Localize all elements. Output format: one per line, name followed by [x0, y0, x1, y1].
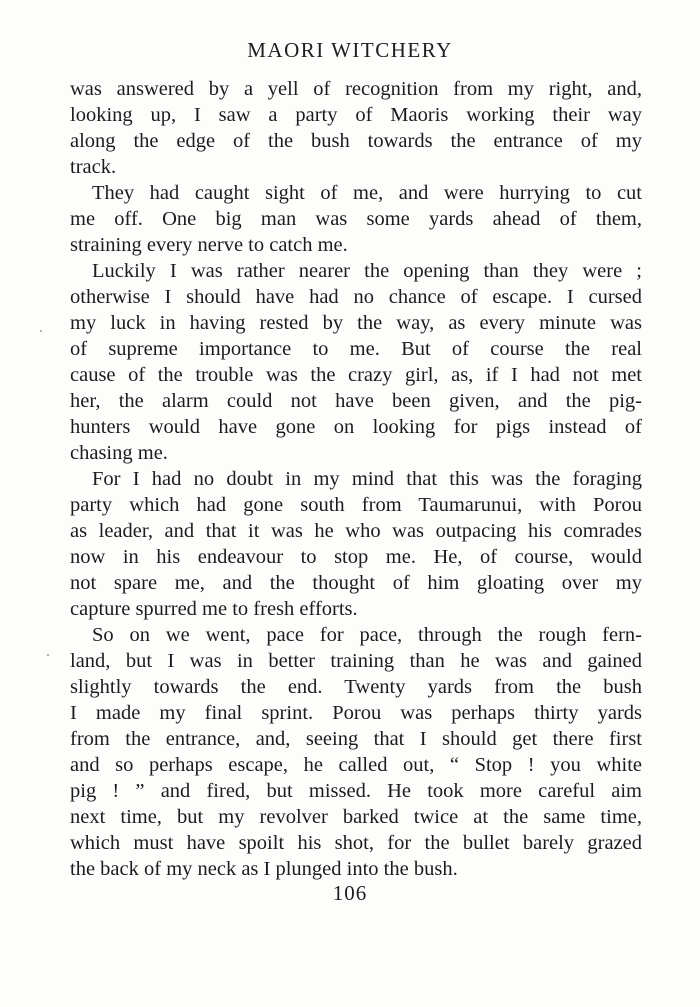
text-line: next time, but my revolver barked twice at the same time,	[70, 806, 642, 828]
paragraph	[70, 258, 642, 466]
text-line: along the edge of the bush towards the entrance of my	[70, 130, 642, 152]
text-line: Luckily I was rather nearer the opening than they were ;	[92, 260, 642, 282]
text-line: hunters would have gone on looking for pigs instead of	[70, 416, 642, 438]
text-line: pig ! ” and fired, but missed. He took more careful aim	[70, 780, 642, 802]
text-line: otherwise I should have had no chance of escape. I cursed	[70, 286, 642, 308]
paragraph	[70, 180, 642, 258]
text-line: me off. One big man was some yards ahead of them,	[70, 208, 642, 230]
text-line: So on we went, pace for pace, through the rough fern-	[92, 624, 642, 646]
print-speck	[47, 654, 49, 656]
text-line: cause of the trouble was the crazy girl, as, if I had not met	[70, 364, 642, 386]
text-line: which must have spoilt his shot, for the bullet barely grazed	[70, 832, 642, 854]
text-line: track.	[70, 156, 117, 178]
text-line: now in his endeavour to stop me. He, of course, would	[70, 546, 642, 568]
paragraph	[70, 466, 642, 622]
page-number: 106	[332, 881, 368, 905]
text-line: my luck in having rested by the way, as every minute was	[70, 312, 642, 334]
running-head: MAORI WITCHERY	[247, 38, 453, 62]
text-line: her, the alarm could not have been given, and the pig-	[70, 390, 642, 412]
text-line: the back of my neck as I plunged into the bush.	[70, 858, 458, 880]
text-line: They had caught sight of me, and were hurrying to cut	[92, 182, 642, 204]
text-line: capture spurred me to fresh efforts.	[70, 598, 358, 620]
text-line: not spare me, and the thought of him gloating over my	[70, 572, 642, 594]
text-line: and so perhaps escape, he called out, “ Stop ! you white	[70, 754, 642, 776]
paragraph	[70, 76, 642, 180]
text-line: looking up, I saw a party of Maoris working their way	[70, 104, 642, 126]
text-line: was answered by a yell of recognition from my right, and,	[70, 78, 642, 100]
text-line: I made my final sprint. Porou was perhaps thirty yards	[70, 702, 642, 724]
paragraph	[70, 622, 642, 882]
text-line: straining every nerve to catch me.	[70, 234, 348, 256]
text-line: from the entrance, and, seeing that I should get there first	[70, 728, 642, 750]
body-text	[70, 76, 642, 882]
text-line: chasing me.	[70, 442, 168, 464]
text-line: of supreme importance to me. But of course the real	[70, 338, 642, 360]
text-line: land, but I was in better training than he was and gained	[70, 650, 642, 672]
text-line: as leader, and that it was he who was outpacing his comrades	[70, 520, 642, 542]
print-speck	[40, 330, 42, 332]
text-line: slightly towards the end. Twenty yards from the bush	[70, 676, 642, 698]
text-line: party which had gone south from Taumarunui, with Porou	[70, 494, 642, 516]
text-line: For I had no doubt in my mind that this was the foraging	[92, 468, 642, 490]
